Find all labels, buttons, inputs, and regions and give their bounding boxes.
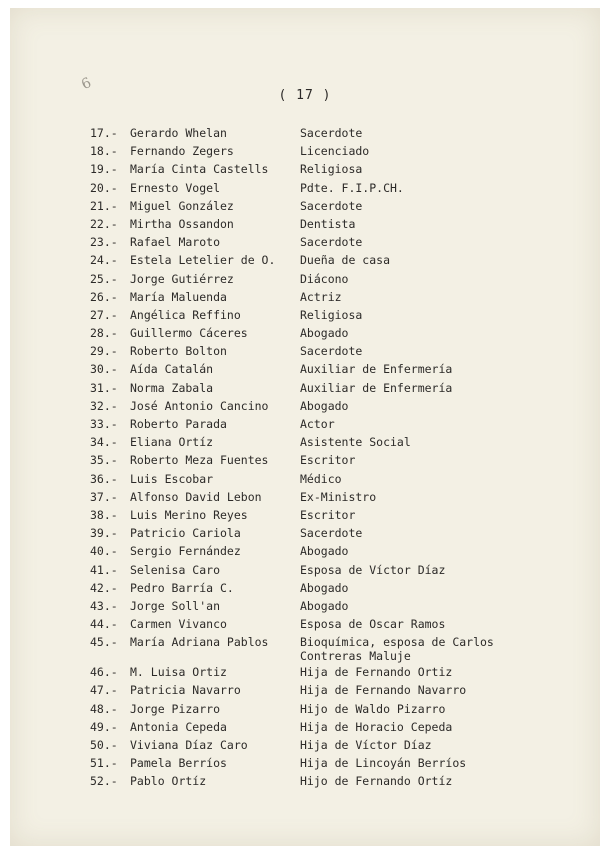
entry-role: Hijo de Waldo Pizarro [300, 701, 446, 716]
list-item [90, 144, 550, 162]
entry-role: Pdte. F.I.P.CH. [300, 180, 404, 195]
entry-role: Sacerdote [300, 126, 363, 140]
entry-name: Mirtha Ossandon [130, 216, 234, 231]
entry-number: 21.- [90, 198, 118, 213]
entry-role: Sacerdote [300, 344, 363, 359]
entry-number: 36.- [90, 471, 118, 486]
entry-role: Abogado [300, 544, 349, 559]
entry-role: Licenciado [300, 144, 370, 159]
entry-name: Miguel González [130, 198, 234, 213]
entry-number: 41.- [90, 562, 118, 577]
list-item [90, 290, 550, 308]
list-item [90, 490, 550, 508]
entry-name: M. Luisa Ortiz [130, 665, 227, 680]
entry-number: 33.- [90, 417, 118, 431]
entry-number: 26.- [90, 289, 118, 304]
entry-role: Abogado [300, 598, 349, 613]
list-item [90, 253, 550, 271]
entry-number: 18.- [90, 144, 118, 159]
entry-name: Luis Escobar [130, 471, 214, 486]
entry-name: María Maluenda [130, 289, 227, 304]
entry-name: Roberto Parada [130, 417, 227, 431]
entry-role: Médico [300, 471, 342, 486]
signatory-list [90, 126, 550, 793]
list-item [90, 453, 550, 471]
list-item [90, 581, 550, 599]
entry-number: 40.- [90, 544, 118, 559]
list-item [90, 508, 550, 526]
entry-name: Pablo Ortíz [130, 774, 207, 789]
entry-role: Actor [300, 417, 335, 431]
entry-name: Sergio Fernández [130, 544, 241, 559]
entry-role: Diácono [300, 271, 349, 286]
entry-name: Norma Zabala [130, 380, 214, 395]
entry-number: 23.- [90, 235, 118, 250]
entry-number: 34.- [90, 435, 118, 450]
entry-name: Pamela Berríos [130, 756, 227, 771]
entry-name: Roberto Meza Fuentes [130, 453, 269, 468]
page-number: ( 17 ) [278, 88, 332, 103]
list-item [90, 217, 550, 235]
entry-number: 24.- [90, 253, 118, 268]
entry-name: Aída Catalán [130, 362, 214, 377]
list-item [90, 544, 550, 562]
entry-name: Angélica Reffino [130, 307, 241, 322]
entry-number: 43.- [90, 598, 118, 613]
entry-name: José Antonio Cancino [130, 398, 269, 413]
entry-role: Auxiliar de Enfermería [300, 380, 453, 395]
entry-role: Esposa de Víctor Díaz [300, 562, 446, 577]
entry-number: 50.- [90, 738, 118, 752]
entry-number: 30.- [90, 362, 118, 377]
entry-name: Carmen Vivanco [130, 617, 227, 632]
list-item [90, 472, 550, 490]
entry-number: 37.- [90, 489, 118, 504]
entry-number: 31.- [90, 380, 118, 395]
list-item [90, 417, 550, 435]
entry-name: Alfonso David Lebon [130, 489, 262, 504]
entry-name: Guillermo Cáceres [130, 326, 248, 341]
entry-name: Estela Letelier de O. [130, 253, 276, 268]
entry-number: 46.- [90, 665, 118, 680]
entry-role: Ex-Ministro [300, 489, 377, 504]
entry-role: Hijo de Fernando Ortíz [300, 774, 453, 789]
entry-name: María Adriana Pablos [130, 635, 269, 650]
entry-number: 42.- [90, 580, 118, 595]
entry-number: 39.- [90, 526, 118, 541]
entry-name: Viviana Díaz Caro [130, 738, 248, 752]
list-item [90, 683, 550, 701]
list-item [90, 738, 550, 756]
entry-name: María Cinta Castells [130, 162, 269, 177]
list-item [90, 563, 550, 581]
entry-name: Ernesto Vogel [130, 180, 221, 195]
list-item [90, 326, 550, 344]
list-item [90, 665, 550, 683]
list-item [90, 235, 550, 253]
entry-role: Esposa de Oscar Ramos [300, 617, 446, 632]
entry-role: Escritor [300, 453, 356, 468]
entry-role: Sacerdote [300, 198, 363, 213]
entry-number: 22.- [90, 216, 118, 231]
entry-name: Patricia Navarro [130, 683, 241, 698]
list-item [90, 526, 550, 544]
entry-name: Jorge Soll'an [130, 598, 221, 613]
list-item [90, 756, 550, 774]
entry-number: 45.- [90, 635, 118, 650]
list-item [90, 308, 550, 326]
entry-number: 44.- [90, 617, 118, 632]
entry-number: 29.- [90, 344, 118, 359]
entry-name: Pedro Barría C. [130, 580, 234, 595]
entry-role: Hija de Fernando Navarro [300, 683, 467, 698]
entry-role: Sacerdote [300, 235, 363, 250]
entry-number: 28.- [90, 326, 118, 341]
entry-name: Jorge Gutiérrez [130, 271, 234, 286]
entry-role: Escritor [300, 507, 356, 522]
entry-name: Patricio Cariola [130, 526, 241, 541]
entry-name: Rafael Maroto [130, 235, 221, 250]
pencil-annotation: 6 [79, 74, 94, 94]
entry-role: Hija de Horacio Cepeda [300, 719, 453, 734]
list-item [90, 126, 550, 144]
list-item [90, 435, 550, 453]
entry-number: 20.- [90, 180, 118, 195]
entry-role: Abogado [300, 326, 349, 341]
list-item [90, 272, 550, 290]
entry-role: Asistente Social [300, 435, 411, 450]
entry-name: Antonia Cepeda [130, 719, 227, 734]
entry-number: 32.- [90, 398, 118, 413]
list-item [90, 635, 550, 665]
entry-name: Selenisa Caro [130, 562, 221, 577]
entry-role: Abogado [300, 580, 349, 595]
entry-name: Roberto Bolton [130, 344, 227, 359]
list-item [90, 362, 550, 380]
document-page [10, 8, 600, 846]
entry-name: Eliana Ortíz [130, 435, 214, 450]
entry-number: 25.- [90, 271, 118, 286]
list-item [90, 344, 550, 362]
list-item [90, 617, 550, 635]
entry-role: Hija de Lincoyán Berríos [300, 756, 467, 771]
list-item [90, 702, 550, 720]
entry-role: Religiosa [300, 162, 363, 177]
entry-role: Sacerdote [300, 526, 363, 541]
entry-number: 52.- [90, 774, 118, 789]
entry-role: Hija de Fernando Ortiz [300, 665, 453, 680]
list-item [90, 399, 550, 417]
entry-name: Gerardo Whelan [130, 126, 227, 140]
entry-role: Dueña de casa [300, 253, 391, 268]
list-item [90, 599, 550, 617]
entry-role: Auxiliar de Enfermería [300, 362, 453, 377]
entry-number: 51.- [90, 756, 118, 771]
list-item [90, 181, 550, 199]
list-item [90, 162, 550, 180]
list-item [90, 199, 550, 217]
entry-number: 17.- [90, 126, 118, 140]
entry-role: Religiosa [300, 307, 363, 322]
entry-number: 38.- [90, 507, 118, 522]
entry-role: Abogado [300, 398, 349, 413]
entry-name: Luis Merino Reyes [130, 507, 248, 522]
entry-role: Actriz [300, 289, 342, 304]
entry-role: Bioquímica, esposa de Carlos Contreras Maluje [300, 635, 494, 664]
entry-number: 48.- [90, 701, 118, 716]
list-item [90, 774, 550, 792]
entry-number: 35.- [90, 453, 118, 468]
entry-number: 27.- [90, 307, 118, 322]
entry-number: 47.- [90, 683, 118, 698]
list-item [90, 720, 550, 738]
entry-number: 49.- [90, 719, 118, 734]
entry-name: Fernando Zegers [130, 144, 234, 159]
entry-role: Hija de Víctor Díaz [300, 738, 432, 752]
entry-role: Dentista [300, 216, 356, 231]
entry-name: Jorge Pizarro [130, 701, 221, 716]
entry-number: 19.- [90, 162, 118, 177]
list-item [90, 381, 550, 399]
